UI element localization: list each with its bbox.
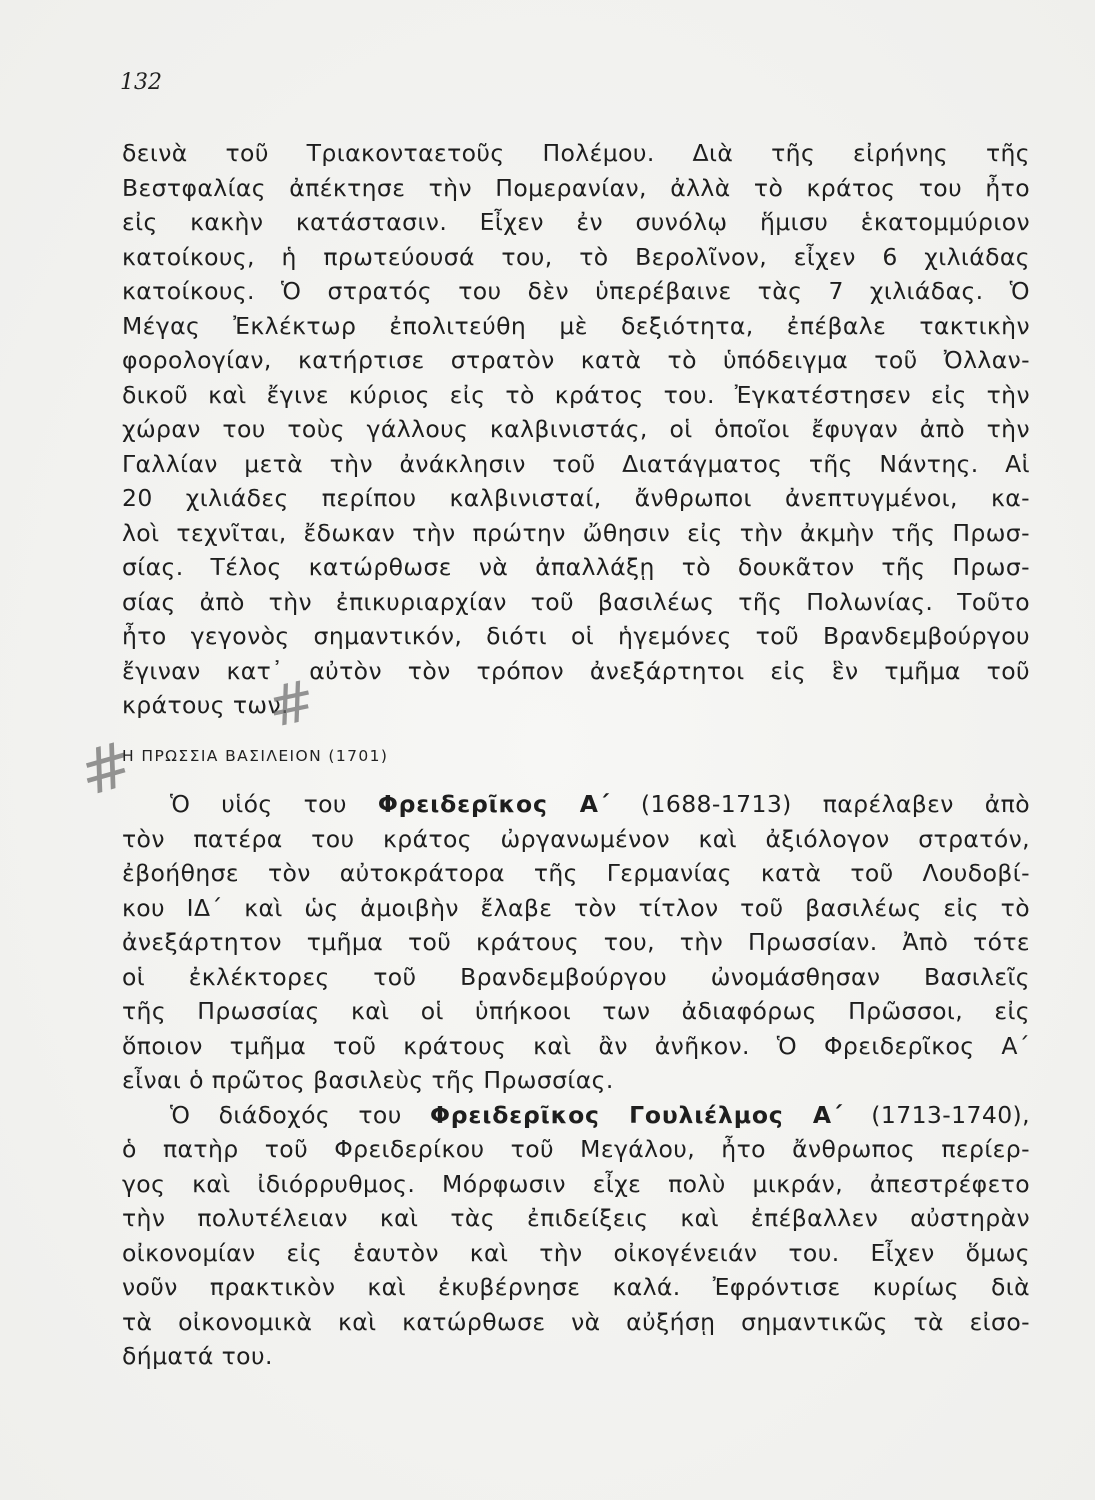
text-line: λοὶ τεχνῖται, ἔδωκαν τὴν πρώτην ὤθησιν εἰς τὴν ἀκμὴν τῆς Πρωσ- — [122, 518, 1030, 547]
text-line: κατοίκους. Ὁ στρατός του δὲν ὑπερέβαινε τὰς 7 χιλιάδας. Ὁ — [122, 277, 1030, 305]
paragraphs-2-3 — [122, 787, 1030, 1374]
section-heading: Η ΠΡΩΣΣΙΑ ΒΑΣΙΛΕΙΟΝ (1701) — [122, 747, 389, 765]
text-line: κράτους των. — [122, 691, 289, 719]
pencil-hash-mark: # — [70, 726, 142, 811]
text-line: κου ΙΔ΄ καὶ ὡς ἀμοιβὴν ἔλαβε τὸν τίτλον τοῦ βασιλέως εἰς τὸ — [122, 893, 1030, 922]
paragraph-1 — [122, 136, 1030, 723]
text-line: τὰ οἰκονομικὰ καὶ κατώρθωσε νὰ αὐξήσῃ σημαντικῶς τὰ εἰσο- — [122, 1307, 1030, 1336]
text-line — [122, 1098, 1030, 1133]
text-line: Βεστφαλίας ἀπέκτησε τὴν Πομερανίαν, ἀλλὰ τὸ κράτος του ἦτο — [122, 173, 1030, 202]
text-line: χώραν του τοὺς γάλλους καλβινιστάς, οἱ ὁποῖοι ἔφυγαν ἀπὸ τὴν — [122, 415, 1030, 443]
text-run: (1713-1740), — [843, 1100, 1030, 1129]
text-line: Μέγας Ἐκλέκτωρ ἐπολιτεύθη μὲ δεξιότητα, ἐπέβαλε τακτικὴν — [122, 311, 1030, 340]
text-run: Ὁ υἱός του — [170, 790, 378, 818]
text-line: δεινὰ τοῦ Τριακονταετοῦς Πολέμου. Διὰ τῆς εἰρήνης τῆς — [122, 139, 1030, 167]
text-line: σίας ἀπὸ τὴν ἐπικυριαρχίαν τοῦ βασιλέως τῆς Πολωνίας. Τοῦτο — [122, 587, 1030, 616]
text-line: φορολογίαν, κατήρτισε στρατὸν κατὰ τὸ ὑπόδειγμα τοῦ Ὀλλαν- — [122, 346, 1030, 374]
text-line: ἦτο γεγονὸς σημαντικόν, διότι οἱ ἡγεμόνες τοῦ Βρανδεμβούργου — [122, 622, 1030, 650]
text-line: εἶναι ὁ πρῶτος βασιλεὺς τῆς Πρωσσίας. — [122, 1066, 614, 1094]
pencil-hash-mark: # — [261, 667, 322, 742]
page-number: 132 — [120, 70, 162, 95]
text-run: Ὁ διάδοχός του — [170, 1100, 430, 1129]
text-line: ἔγιναν κατ᾿ αὐτὸν τὸν τρόπον ἀνεξάρτητοι εἰς ἓν τμῆμα τοῦ — [122, 656, 1030, 685]
text-line: ὁ πατὴρ τοῦ Φρειδερίκου τοῦ Μεγάλου, ἦτο ἄνθρωπος περίερ- — [122, 1135, 1030, 1163]
text-line: εἰς κακὴν κατάστασιν. Εἶχεν ἐν συνόλῳ ἥμισυ ἑκατομμύριον — [122, 208, 1030, 236]
text-line: τῆς Πρωσσίας καὶ οἱ ὑπήκοοι των ἀδιαφόρως Πρῶσσοι, εἰς — [122, 997, 1030, 1025]
text-line: τὸν πατέρα του κράτος ὠργανωμένον καὶ ἀξιόλογον στρατόν, — [122, 824, 1030, 853]
text-line: οἱ ἐκλέκτορες τοῦ Βρανδεμβούργου ὠνομάσθησαν Βασιλεῖς — [122, 962, 1030, 991]
text-line: τὴν πολυτέλειαν καὶ τὰς ἐπιδείξεις καὶ ἐπέβαλλεν αὐστηρὰν — [122, 1204, 1030, 1232]
text-line: ἀνεξάρτητον τμῆμα τοῦ κράτους του, τὴν Πρωσσίαν. Ἀπὸ τότε — [122, 928, 1030, 956]
text-line: Γαλλίαν μετὰ τὴν ἀνάκλησιν τοῦ Διατάγματος τῆς Νάντης. Αἱ — [122, 449, 1030, 478]
text-line: δήματά του. — [122, 1342, 273, 1370]
text-line: οἰκονομίαν εἰς ἑαυτὸν καὶ τὴν οἰκογένειάν του. Εἶχεν ὅμως — [122, 1238, 1030, 1267]
text-line: ὅποιον τμῆμα τοῦ κράτους καὶ ἂν ἀνῆκον. Ὁ Φρειδερῖκος Α΄ — [122, 1031, 1030, 1060]
ruler-name: Φρειδερῖκος Γουλιέλμος Α΄ — [429, 1100, 844, 1129]
text-line: νοῦν πρακτικὸν καὶ ἐκυβέρνησε καλά. Ἐφρόντισε κυρίως διὰ — [122, 1273, 1030, 1301]
text-line: σίας. Τέλος κατώρθωσε νὰ ἀπαλλάξῃ τὸ δουκᾶτον τῆς Πρωσ- — [122, 553, 1030, 581]
text-line: κατοίκους, ἡ πρωτεύουσά του, τὸ Βερολῖνον, εἶχεν 6 χιλιάδας — [122, 242, 1030, 271]
text-line — [122, 787, 1030, 822]
text-line: ἐβοήθησε τὸν αὐτοκράτορα τῆς Γερμανίας κατὰ τοῦ Λουδοβί- — [122, 859, 1030, 887]
ruler-name: Φρειδερῖκος Α΄ — [377, 790, 610, 818]
text-run: (1688-1713) παρέλαβεν ἀπὸ — [609, 790, 1030, 818]
text-line: 20 χιλιάδες περίπου καλβινισταί, ἄνθρωποι ἀνεπτυγμένοι, κα- — [122, 484, 1030, 512]
text-line: δικοῦ καὶ ἔγινε κύριος εἰς τὸ κράτος του. Ἐγκατέστησεν εἰς τὴν — [122, 380, 1030, 409]
text-line: γος καὶ ἰδιόρρυθμος. Μόρφωσιν εἶχε πολὺ μικράν, ἀπεστρέφετο — [122, 1169, 1030, 1198]
